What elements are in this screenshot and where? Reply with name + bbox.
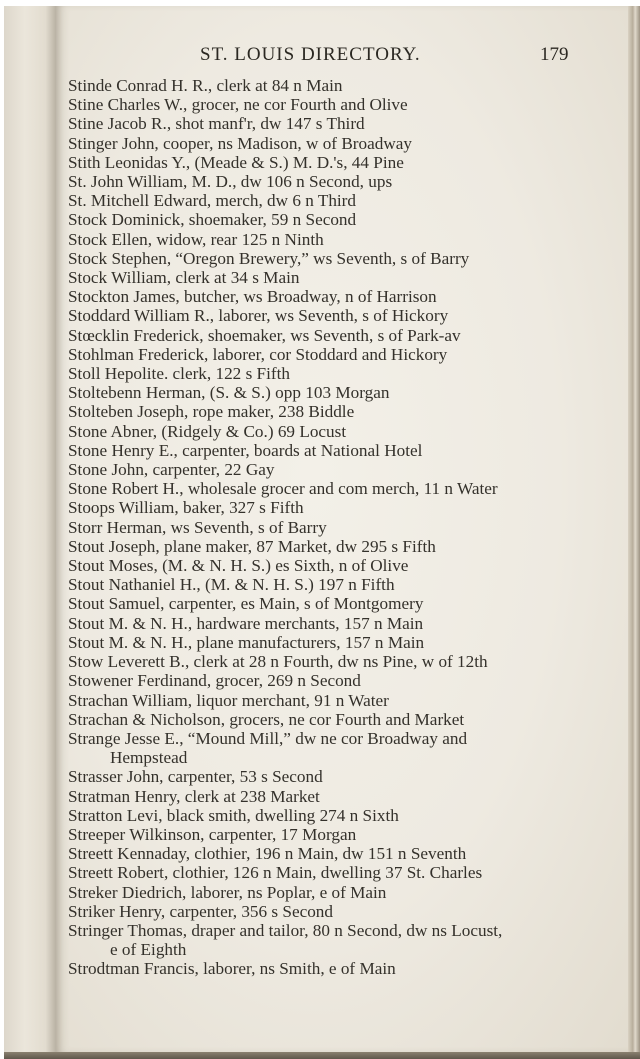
directory-entry [68,959,628,978]
directory-entry [68,114,628,133]
directory-entry [68,614,628,633]
entry-text: Stock Stephen, “Oregon Brewery,” ws Seventh, s of Barry [68,248,470,268]
directory-entry [68,710,628,729]
directory-entry [68,883,628,902]
entry-text: Stout Nathaniel H., (M. & N. H. S.) 197 n Fifth [68,575,395,595]
directory-entry [68,422,628,441]
entry-text: Strasser John, carpenter, 53 s Second [68,767,323,787]
page-number: 179 [540,44,569,65]
entry-text: Stine Jacob R., shot manf'r, dw 147 s Third [68,114,365,134]
entry-text: Stœcklin Frederick, shoemaker, ws Seventh, s of Park-av [68,325,461,345]
directory-entry [68,691,628,710]
entry-text: Streker Diedrich, laborer, ns Poplar, e of Main [68,882,387,902]
directory-entry [68,902,628,921]
entry-text: Stringer Thomas, draper and tailor, 80 n Second, dw ns Locust, [68,920,503,940]
entry-text: Stratman Henry, clerk at 238 Market [68,786,320,806]
directory-entry [68,594,628,613]
entry-text: Strodtman Francis, laborer, ns Smith, e of Main [68,959,396,979]
entry-text: Storr Herman, ws Seventh, s of Barry [68,517,327,537]
entry-text: Stowener Ferdinand, grocer, 269 n Second [68,671,361,691]
entry-text: Stinger John, cooper, ns Madison, w of Broadway [68,133,412,153]
entry-text: Stoddard William R., laborer, ws Seventh, s of Hickory [68,306,449,326]
entry-text: St. John William, M. D., dw 106 n Second, ups [68,172,393,192]
entry-text: Streett Kennaday, clothier, 196 n Main, dw 151 n Seventh [68,844,467,864]
entry-text: Strachan William, liquor merchant, 91 n Water [68,690,389,710]
entry-text: Striker Henry, carpenter, 356 s Second [68,901,333,921]
entry-text: Stock William, clerk at 34 s Main [68,268,300,288]
entry-text: Stolteben Joseph, rope maker, 238 Biddle [68,402,355,422]
directory-entry [68,844,628,863]
directory-entry [68,671,628,690]
entry-text: Stith Leonidas Y., (Meade & S.) M. D.'s, 44 Pine [68,152,404,172]
directory-entry [68,921,628,959]
entry-text: Stohlman Frederick, laborer, cor Stoddard and Hickory [68,344,448,364]
directory-entry [68,345,628,364]
directory-entry [68,441,628,460]
directory-entry [68,556,628,575]
page-stack-edge [628,6,640,1052]
entry-text: Stinde Conrad H. R., clerk at 84 n Main [68,76,343,95]
directory-entry [68,153,628,172]
entry-text: Stratton Levi, black smith, dwelling 274 n Sixth [68,805,399,825]
directory-entry [68,230,628,249]
directory-entry [68,268,628,287]
entry-text: Stout M. & N. H., hardware merchants, 157 n Main [68,613,424,633]
directory-entry [68,326,628,345]
directory-entry [68,652,628,671]
entry-text: Stockton James, butcher, ws Broadway, n of Harrison [68,287,437,307]
directory-entry [68,249,628,268]
entry-continuation: Hempstead [110,748,188,768]
entry-text: Stow Leverett B., clerk at 28 n Fourth, dw ns Pine, w of 12th [68,652,488,672]
directory-entry [68,787,628,806]
directory-entry [68,575,628,594]
directory-entry [68,287,628,306]
directory-entry [68,134,628,153]
entry-text: Stoltebenn Herman, (S. & S.) opp 103 Morgan [68,383,390,403]
directory-entry [68,806,628,825]
entry-text: Stout Samuel, carpenter, es Main, s of Montgomery [68,594,424,614]
entry-text: Stout Moses, (M. & N. H. S.) es Sixth, n of Olive [68,556,409,576]
directory-entry [68,306,628,325]
entry-text: Stout M. & N. H., plane manufacturers, 157 n Main [68,632,425,652]
entry-text: St. Mitchell Edward, merch, dw 6 n Third [68,191,356,211]
directory-entries [68,76,628,979]
entry-text: Stock Dominick, shoemaker, 59 n Second [68,210,357,230]
entry-text: Stoops William, baker, 327 s Fifth [68,498,304,518]
entry-text: Stock Ellen, widow, rear 125 n Ninth [68,229,324,249]
directory-entry [68,95,628,114]
entry-text: Streeper Wilkinson, carpenter, 17 Morgan [68,824,357,844]
entry-text: Stoll Hepolite. clerk, 122 s Fifth [68,364,290,384]
entry-text: Stout Joseph, plane maker, 87 Market, dw 295 s Fifth [68,536,436,556]
directory-entry [68,210,628,229]
page-header [0,44,640,74]
directory-entry [68,863,628,882]
directory-entry [68,76,628,95]
directory-entry [68,364,628,383]
entry-text: Stone Robert H., wholesale grocer and com merch, 11 n Water [68,479,498,499]
entry-continuation: e of Eighth [110,940,187,960]
directory-entry [68,767,628,786]
entry-text: Stone John, carpenter, 22 Gay [68,460,275,480]
directory-entry [68,383,628,402]
running-title: ST. LOUIS DIRECTORY. [200,44,421,65]
directory-entry [68,498,628,517]
directory-entry [68,518,628,537]
directory-entry [68,729,628,767]
entry-text: Strange Jesse E., “Mound Mill,” dw ne cor Broadway and [68,728,468,748]
entry-text: Streett Robert, clothier, 126 n Main, dwelling 37 St. Charles [68,863,483,883]
entry-text: Stine Charles W., grocer, ne cor Fourth and Olive [68,95,408,115]
directory-entry [68,479,628,498]
directory-entry [68,191,628,210]
directory-entry [68,825,628,844]
entry-text: Strachan & Nicholson, grocers, ne cor Fourth and Market [68,709,465,729]
directory-entry [68,402,628,421]
facing-page-edge [4,6,56,1054]
directory-entry [68,537,628,556]
book-bottom-edge [4,1052,640,1059]
directory-entry [68,633,628,652]
directory-entry [68,460,628,479]
directory-entry [68,172,628,191]
entry-text: Stone Abner, (Ridgely & Co.) 69 Locust [68,421,347,441]
entry-text: Stone Henry E., carpenter, boards at National Hotel [68,440,423,460]
